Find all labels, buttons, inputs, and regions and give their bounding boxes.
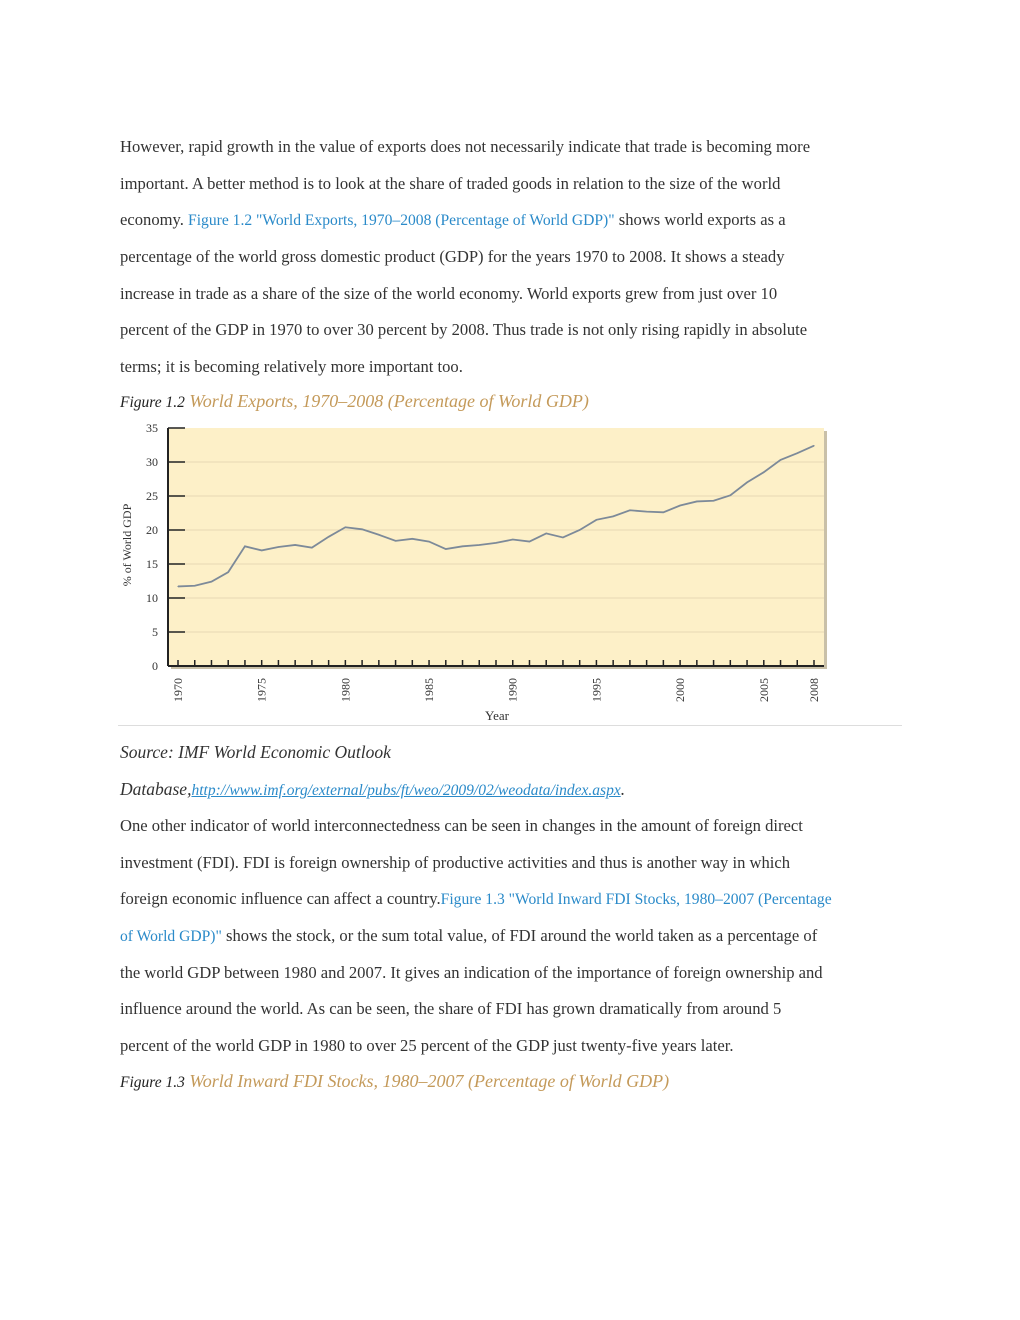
data-point <box>211 581 212 582</box>
data-point <box>194 585 195 586</box>
divider <box>118 725 902 726</box>
source-link[interactable]: http://www.imf.org/external/pubs/ft/weo/2009/02/weodata/index.aspx <box>191 782 621 799</box>
data-point <box>713 500 714 501</box>
world-exports-chart <box>115 415 835 725</box>
data-point <box>295 544 296 545</box>
plot-area <box>168 428 824 666</box>
data-point <box>428 541 429 542</box>
data-point <box>362 529 363 530</box>
text-line <box>120 999 910 1036</box>
text-line <box>120 816 910 853</box>
data-point <box>529 541 530 542</box>
text-line <box>120 853 910 890</box>
x-tick-label: 2008 <box>807 678 821 702</box>
data-point <box>328 536 329 537</box>
data-point <box>479 544 480 545</box>
text-line <box>120 174 910 211</box>
data-point <box>228 572 229 573</box>
text-segment: However, rapid growth in the value of exports does not necessarily indicate that trade is becoming more <box>120 137 811 156</box>
text-segment: important. A better method is to look at the share of traded goods in relation to the size of the world <box>120 173 781 193</box>
figure-title: World Exports, 1970–2008 (Percentage of World GDP) <box>189 391 589 411</box>
text-segment: shows the stock, or the sum total value, of FDI around the world taken as a percentage of <box>221 926 818 946</box>
data-point <box>730 495 731 496</box>
data-point <box>278 546 279 547</box>
paragraph-fdi <box>120 816 910 1073</box>
text-segment: increase in trade as a share of the size of the world economy. World exports grew from just over 10 <box>120 283 778 303</box>
x-tick-label: 1990 <box>505 678 520 702</box>
text-segment: economy. <box>120 210 189 230</box>
text-line <box>120 284 910 321</box>
figure-1-3-caption <box>120 1071 669 1092</box>
text-segment: influence around the world. As can be seen, the share of FDI has grown dramatically from around 5 <box>120 999 782 1019</box>
figure-link[interactable]: Figure 1.3 "World Inward FDI Stocks, 1980–2007 (Percentage <box>440 891 832 909</box>
text-line <box>120 247 910 284</box>
source-prefix: Database, <box>120 779 192 799</box>
text-line <box>120 320 910 357</box>
data-point <box>579 529 580 530</box>
y-tick-label: 10 <box>146 591 158 605</box>
data-point <box>696 501 697 502</box>
data-point <box>613 516 614 517</box>
source-line-1: Source: IMF World Economic Outlook <box>120 742 391 762</box>
x-tick-label: 1980 <box>338 678 353 702</box>
y-axis-title: % of World GDP <box>120 503 134 587</box>
data-point <box>596 519 597 520</box>
x-tick-label: 1995 <box>589 678 604 702</box>
text-segment: investment (FDI). FDI is foreign ownership of productive activities and thus is another way in which <box>120 852 791 872</box>
figure-link[interactable]: of World GDP)" <box>120 928 222 946</box>
data-point <box>646 511 647 512</box>
text-segment: the world GDP between 1980 and 2007. It gives an indication of the importance of foreign ownership and <box>120 962 823 982</box>
data-point <box>462 546 463 547</box>
text-line <box>120 963 910 1000</box>
text-line <box>120 1036 910 1073</box>
data-point <box>378 534 379 535</box>
figure-label: Figure 1.2 <box>120 394 185 411</box>
data-point <box>746 482 747 483</box>
data-point <box>177 586 178 587</box>
y-tick-label: 25 <box>146 489 158 503</box>
y-tick-label: 20 <box>146 523 158 537</box>
y-tick-label: 5 <box>152 625 158 639</box>
data-point <box>629 510 630 511</box>
data-point <box>780 459 781 460</box>
figure-title: World Inward FDI Stocks, 1980–2007 (Percentage of World GDP) <box>189 1071 670 1091</box>
data-point <box>311 547 312 548</box>
data-point <box>395 540 396 541</box>
text-line <box>120 889 910 926</box>
figure-label: Figure 1.3 <box>120 1074 185 1091</box>
data-point <box>412 538 413 539</box>
data-point <box>445 548 446 549</box>
text-segment: One other indicator of world interconnectedness can be seen in changes in the amount of foreign direct <box>120 816 803 835</box>
x-tick-label: 1985 <box>422 678 437 702</box>
data-point <box>562 537 563 538</box>
text-line <box>120 926 910 963</box>
data-point <box>813 445 814 446</box>
data-point <box>797 453 798 454</box>
text-line <box>120 210 910 247</box>
x-tick-label: 2005 <box>756 678 771 702</box>
source-suffix: . <box>620 779 626 799</box>
text-segment: percentage of the world gross domestic product (GDP) for the years 1970 to 2008. It shows a steady <box>120 247 785 267</box>
text-line <box>120 137 910 174</box>
x-axis-title: Year <box>485 708 509 723</box>
y-tick-label: 15 <box>146 557 158 571</box>
data-point <box>345 527 346 528</box>
data-point <box>261 550 262 551</box>
x-tick-label: 1970 <box>171 678 185 702</box>
data-point <box>244 546 245 547</box>
text-line <box>120 357 910 394</box>
data-point <box>663 512 664 513</box>
data-point <box>546 533 547 534</box>
figure-1-2-caption <box>120 391 589 412</box>
y-tick-label: 35 <box>146 421 158 435</box>
data-point <box>495 542 496 543</box>
data-point <box>680 505 681 506</box>
text-segment: foreign economic influence can affect a country. <box>120 889 441 909</box>
text-segment: percent of the world GDP in 1980 to over 25 percent of the GDP just twenty-five years later. <box>120 1036 734 1056</box>
x-tick-label: 1975 <box>254 678 269 702</box>
y-tick-label: 30 <box>146 455 158 469</box>
figure-link[interactable]: Figure 1.2 "World Exports, 1970–2008 (Percentage of World GDP)" <box>188 212 615 230</box>
x-tick-label: 2000 <box>673 678 688 702</box>
data-point <box>512 539 513 540</box>
paragraph-world-exports <box>120 137 910 394</box>
text-segment: shows world exports as a <box>614 210 786 230</box>
data-point <box>763 472 764 473</box>
text-segment: percent of the GDP in 1970 to over 30 percent by 2008. Thus trade is not only rising rapidly in absolute <box>120 320 808 340</box>
text-segment: terms; it is becoming relatively more important too. <box>120 357 463 377</box>
y-tick-label: 0 <box>152 659 158 673</box>
source-line-2 <box>120 779 625 800</box>
